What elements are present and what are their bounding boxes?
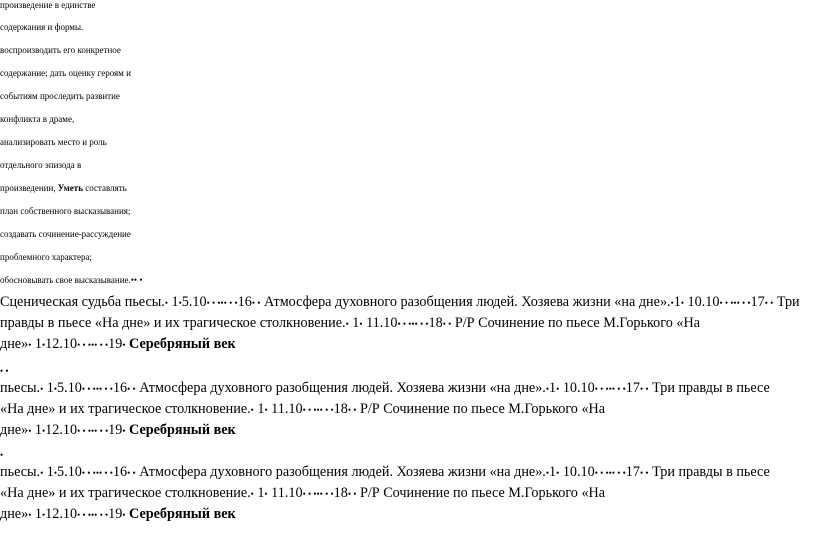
- text-line: произведении, Уметь составлять: [0, 183, 127, 193]
- schedule-line: дне»• 1•12.10• • ••• • •19• Серебряный век: [0, 336, 236, 352]
- schedule-line: дне»• 1•12.10• • ••• • •19• Серебряный век: [0, 506, 236, 522]
- schedule-line: Сценическая судьба пьесы.• 1•5.10• • ••• • •16• • Атмосфера духовного разобщения людей. Хозяева жизни «на дне».•1• 10.10• • ••• • •17• • Три: [0, 294, 800, 310]
- schedule-block-2: [0, 378, 816, 441]
- text-line: обосновывать свое высказывание.•• •: [0, 275, 143, 285]
- text-line: содержание; дать оценку героям и: [0, 68, 131, 78]
- text-line: проблемного характера;: [0, 252, 92, 262]
- schedule-block-1: [0, 292, 816, 355]
- silver-age-heading: Серебряный век: [125, 336, 236, 352]
- schedule-line: пьесы.• 1•5.10• • ••• • •16• • Атмосфера духовного разобщения людей. Хозяева жизни «на дне».•1• 10.10• • ••• • •17• • Три правды в пьесе: [0, 464, 770, 480]
- schedule-line: правды в пьесе «На дне» и их трагическое столкновение.• 1• 11.10• • ••• • •18• • Р/Р Сочинение по пьесе М.Горького «На: [0, 315, 700, 331]
- schedule-line: дне»• 1•12.10• • ••• • •19• Серебряный век: [0, 422, 236, 438]
- text-line: событиям проследить развитие: [0, 91, 120, 101]
- text-line: конфликта в драме,: [0, 114, 75, 124]
- silver-age-heading: Серебряный век: [125, 506, 236, 522]
- silver-age-heading: Серебряный век: [125, 422, 236, 438]
- schedule-block-3: [0, 462, 816, 525]
- text-line: анализировать место и роль: [0, 137, 107, 147]
- schedule-line: «На дне» и их трагическое столкновение.• 1• 11.10• • ••• • •18• • Р/Р Сочинение по пьесе М.Горького «На: [0, 485, 606, 501]
- schedule-line: «На дне» и их трагическое столкновение.• 1• 11.10• • ••• • •18• • Р/Р Сочинение по пьесе М.Горького «На: [0, 401, 606, 417]
- bullet-dots: • •: [0, 366, 9, 376]
- umet-bold: Уметь: [57, 183, 83, 193]
- text-line: воспроизводить его конкретное: [0, 45, 121, 55]
- text-line: произведение в единстве: [0, 0, 96, 10]
- schedule-line: пьесы.• 1•5.10• • ••• • •16• • Атмосфера духовного разобщения людей. Хозяева жизни «на дне».•1• 10.10• • ••• • •17• • Три правды в пьесе: [0, 380, 770, 396]
- text-line: отдельного эпизода в: [0, 160, 82, 170]
- bullet-dots: •• •: [130, 275, 143, 285]
- text-line: создавать сочинение-рассуждение: [0, 229, 131, 239]
- bullet-dots: •: [0, 450, 4, 460]
- text-line: план собственного высказывания;: [0, 206, 131, 216]
- text-line: содержания и формы.: [0, 22, 84, 32]
